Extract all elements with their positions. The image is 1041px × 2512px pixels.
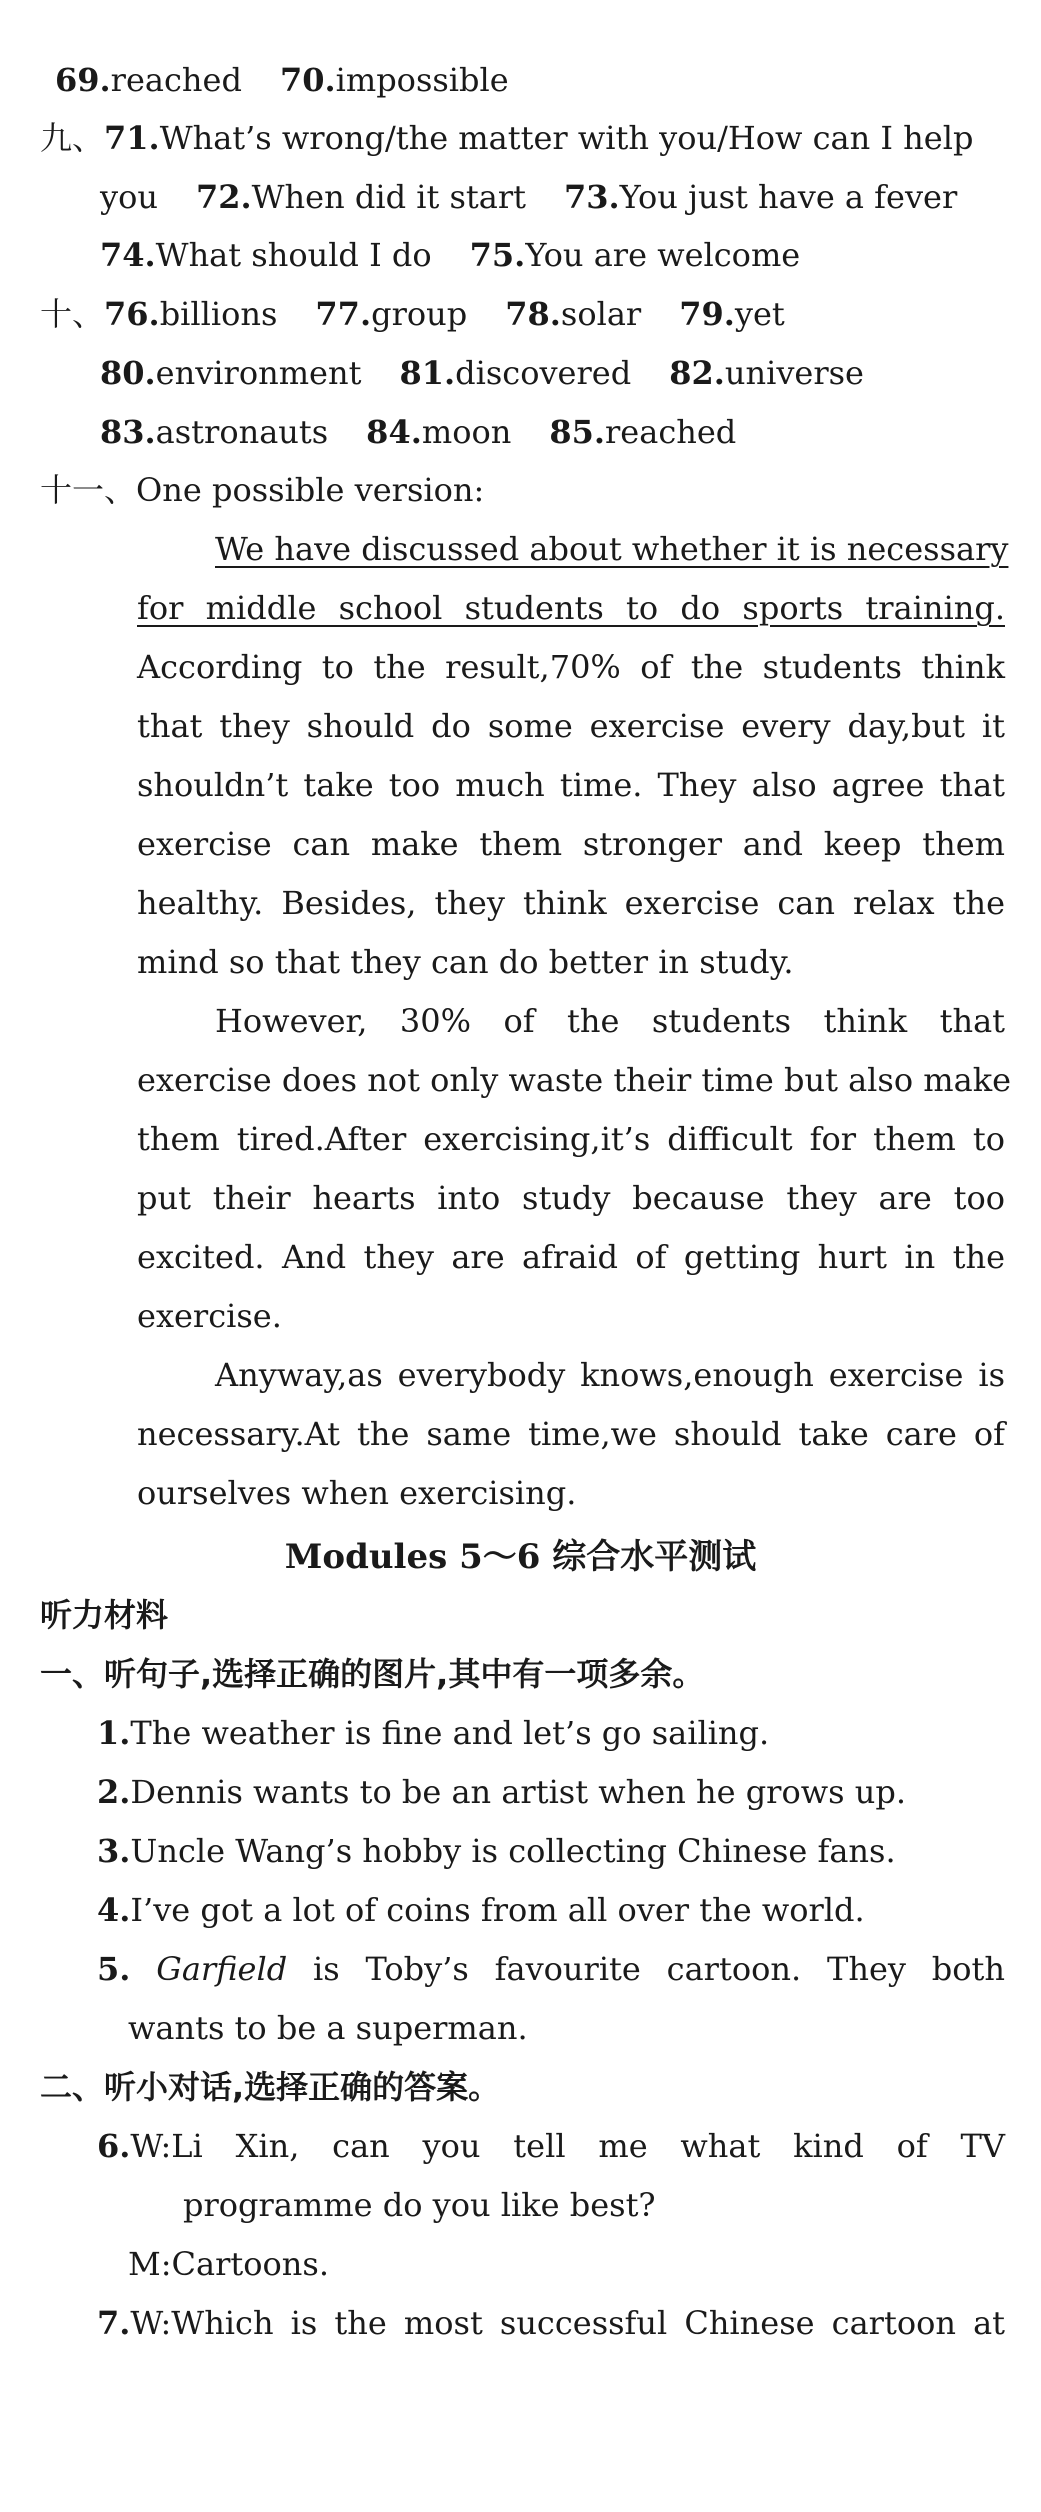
section-label: 十一、 — [40, 471, 137, 509]
section-11-line — [40, 468, 484, 512]
item-number: 1. — [97, 1714, 131, 1752]
item-number: 6. — [97, 2127, 131, 2165]
essay-line: exercise can make them stronger and keep them — [137, 825, 1005, 863]
answer-text: solar — [560, 295, 642, 333]
answer-text: You just have a fever — [619, 178, 958, 216]
item-number: 71. — [104, 119, 160, 157]
essay-line: necessary.At the same time,we should take care of — [137, 1415, 1005, 1453]
answer-text: yet — [734, 295, 785, 333]
essay-line: that they should do some exercise every day,but it — [137, 707, 1005, 745]
item-number: 74. — [100, 236, 156, 274]
answer-text: discovered — [455, 354, 632, 392]
item-number: 7. — [97, 2304, 131, 2342]
item-text: The weather is fine and let’s go sailing. — [130, 1714, 770, 1752]
answer-line-74-75 — [100, 233, 800, 277]
answer-text: universe — [724, 354, 864, 392]
item-text: Dennis wants to be an artist when he grows up. — [130, 1773, 906, 1811]
listening-item — [97, 1711, 769, 1755]
item-number: 84. — [366, 413, 422, 451]
essay-line: mind so that they can do better in study. — [137, 943, 794, 981]
answer-text: billions — [159, 295, 278, 333]
item-number: 79. — [679, 295, 735, 333]
item-number: 76. — [104, 295, 160, 333]
item-number: 80. — [100, 354, 156, 392]
answer-text: When did it start — [251, 178, 526, 216]
essay-line: excited. And they are afraid of getting hurt in the — [137, 1238, 1005, 1276]
speaker-w: W: — [130, 2127, 172, 2165]
answer-text: astronauts — [155, 413, 329, 451]
answer-text: environment — [155, 354, 362, 392]
dialogue-text: Li Xin, can you tell me what kind of TV — [171, 2127, 1005, 2165]
part-1-instruction: 一、听句子,选择正确的图片,其中有一项多余。 — [40, 1655, 705, 1693]
cartoon-title: Garfield — [156, 1950, 288, 1988]
dialogue-continuation: programme do you like best? — [183, 2186, 656, 2224]
listening-item — [97, 1770, 906, 1814]
item-text: Uncle Wang’s hobby is collecting Chinese fans. — [130, 1832, 896, 1870]
dialogue-line — [97, 2301, 1005, 2345]
item-number: 4. — [97, 1891, 131, 1929]
speaker-m: M: — [128, 2245, 172, 2283]
answer-text: reached — [605, 413, 737, 451]
answer-text: moon — [421, 413, 512, 451]
essay-line: Anyway,as everybody knows,enough exercise is — [215, 1356, 1005, 1394]
speaker-w: W: — [130, 2304, 172, 2342]
listening-material-label: 听力材料 — [40, 1596, 169, 1634]
answer-text: impossible — [335, 61, 509, 99]
item-number: 2. — [97, 1773, 131, 1811]
answer-text: You are welcome — [525, 236, 801, 274]
essay-line: shouldn’t take too much time. They also agree that — [137, 766, 1005, 804]
essay-line: them tired.After exercising,it’s difficult for them to — [137, 1120, 1005, 1158]
item-number: 77. — [315, 295, 372, 333]
answer-text: What should I do — [155, 236, 432, 274]
essay-line: However, 30% of the students think that — [215, 1002, 1005, 1040]
item-number: 72. — [195, 178, 252, 216]
essay-line: ourselves when exercising. — [137, 1474, 577, 1512]
essay-line: We have discussed about whether it is necessary — [215, 530, 1009, 568]
answer-text: What’s wrong/the matter with you/How can I help — [159, 119, 974, 157]
item-number: 85. — [549, 413, 605, 451]
item-number: 75. — [469, 236, 526, 274]
item-continuation: wants to be a superman. — [128, 2009, 528, 2047]
dialogue-text: Which is the most successful Chinese cartoon at — [171, 2304, 1005, 2342]
essay-line: exercise. — [137, 1297, 282, 1335]
test-title: Modules 5～6 综合水平测试 — [284, 1537, 757, 1577]
answer-text: group — [371, 295, 468, 333]
item-number: 3. — [97, 1832, 131, 1870]
answer-text: reached — [110, 61, 242, 99]
answer-line-69-70 — [55, 58, 509, 102]
dialogue-text: Cartoons. — [171, 2245, 329, 2283]
item-number: 82. — [669, 354, 725, 392]
item-number: 69. — [55, 61, 111, 99]
essay-intro: One possible version: — [136, 471, 485, 509]
dialogue-line — [97, 2124, 1005, 2168]
section-9-line — [40, 116, 973, 160]
item-text: is Toby’s favourite cartoon. They both — [313, 1950, 1006, 1988]
essay-line: healthy. Besides, they think exercise can relax the — [137, 884, 1005, 922]
item-number: 78. — [505, 295, 561, 333]
listening-item — [97, 1829, 896, 1873]
answer-line-80-82 — [100, 351, 864, 395]
part-2-instruction: 二、听小对话,选择正确的答案。 — [40, 2068, 501, 2106]
answer-text: you — [100, 178, 158, 216]
essay-line: exercise does not only waste their time but also make — [137, 1061, 1012, 1099]
item-number: 83. — [100, 413, 156, 451]
dialogue-line — [128, 2242, 329, 2286]
essay-line: put their hearts into study because they are too — [137, 1179, 1005, 1217]
answer-line-83-85 — [100, 410, 736, 454]
listening-item — [97, 1947, 1005, 1991]
section-label: 十、 — [40, 295, 105, 333]
item-number: 70. — [279, 61, 336, 99]
item-number: 5. — [97, 1950, 131, 1988]
item-text: I’ve got a lot of coins from all over the world. — [130, 1891, 865, 1929]
listening-item — [97, 1888, 865, 1932]
item-number: 73. — [564, 178, 620, 216]
item-number: 81. — [399, 354, 456, 392]
essay-line: for middle school students to do sports training. — [137, 589, 1005, 627]
answer-line-72-73 — [100, 175, 957, 219]
section-10-line — [40, 292, 785, 336]
essay-line: According to the result,70% of the students think — [137, 648, 1005, 686]
section-label: 九、 — [40, 119, 105, 157]
